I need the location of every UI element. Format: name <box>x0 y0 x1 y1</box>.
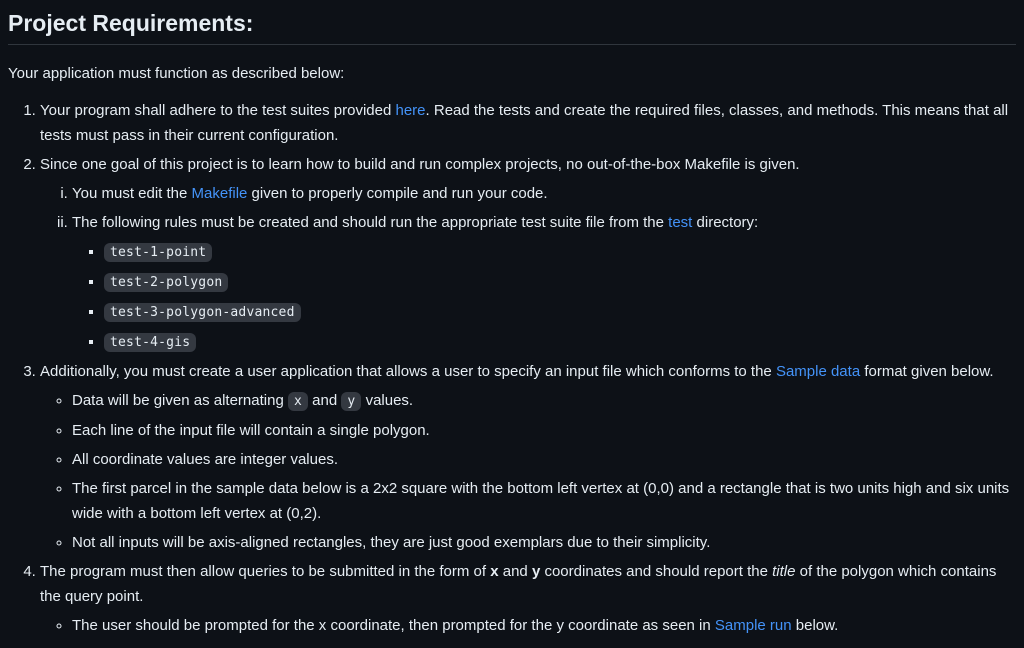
query-bullet <box>72 613 1016 638</box>
sample-data-link[interactable]: Sample data <box>775 363 861 380</box>
subitem-edit-makefile <box>72 181 1016 206</box>
sample-run-link[interactable]: Sample run <box>714 617 792 634</box>
requirement-item-3 <box>40 359 1016 555</box>
rules-list <box>72 239 1016 355</box>
rule-code: test-2-polygon <box>104 273 228 292</box>
requirement-1-text-pre: Your program shall adhere to the test suites provided <box>40 102 396 119</box>
requirement-4-text-pre: The program must then allow queries to be submitted in the form of <box>40 563 491 580</box>
requirement-4-text-post: of the polygon which contains the query point. <box>40 563 997 605</box>
bullet-1-pre: Data will be given as alternating <box>72 392 288 409</box>
format-bullet: ◦ Not all inputs will be axis-aligned rectangles, they are just good exemplars due to their simplicity. <box>72 530 1016 555</box>
format-bullet: ◦ All coordinate values are integer values. <box>72 447 1016 472</box>
subitem-1-pre: You must edit the <box>72 185 192 202</box>
requirement-4-mid: and <box>498 563 532 580</box>
here-link[interactable]: here <box>395 102 426 119</box>
query-bullet-post: below. <box>791 617 839 634</box>
rule-code: test-4-gis <box>104 333 196 352</box>
requirement-4-mid2: coordinates and should report the <box>540 563 773 580</box>
format-bullet: ◦ The first parcel in the sample data below is a 2x2 square with the bottom left vertex at (0,0) and a rectangle that is two units high and six units wide with a bottom left vertex at (0,2). <box>72 476 1016 526</box>
y-code: y <box>341 392 361 411</box>
subitem-rules <box>72 210 1016 355</box>
bullet-1-mid: and <box>308 392 342 409</box>
requirement-item-4 <box>40 559 1016 638</box>
format-bullet <box>72 388 1016 414</box>
y-strong: y <box>531 563 541 580</box>
rule-code: test-1-point <box>104 243 212 262</box>
rule-item <box>104 269 1016 295</box>
x-strong: x <box>490 563 499 580</box>
intro-paragraph: Your application must function as described below: <box>8 65 345 82</box>
requirement-item-2 <box>40 152 1016 355</box>
rule-item <box>104 329 1016 355</box>
requirement-1-text-post: . Read the tests and create the required files, classes, and methods. This means that all tests must pass in their current configuration. <box>40 102 1009 144</box>
requirement-item-1 <box>40 98 1016 148</box>
x-code: x <box>288 392 308 411</box>
input-format-list <box>40 388 1016 555</box>
makefile-link[interactable]: Makefile <box>191 185 248 202</box>
requirements-list <box>8 98 1016 638</box>
makefile-sublist <box>40 181 1016 355</box>
subitem-2-post: directory: <box>692 214 759 231</box>
bullet-1-post: values. <box>361 392 414 409</box>
query-bullet-pre: The user should be prompted for the x coordinate, then prompted for the y coordinate as seen in <box>72 617 715 634</box>
section-heading: Project Requirements: <box>8 0 1016 45</box>
query-list <box>40 613 1016 638</box>
requirement-2-text: Since one goal of this project is to learn how to build and run complex projects, no out-of-the-box Makefile is given. <box>40 156 800 173</box>
subitem-2-pre: The following rules must be created and should run the appropriate test suite file from the <box>72 214 669 231</box>
rule-item <box>104 239 1016 265</box>
rule-item <box>104 299 1016 325</box>
test-directory-link[interactable]: test <box>668 214 693 231</box>
subitem-1-post: given to properly compile and run your code. <box>247 185 548 202</box>
format-bullet: ◦ Each line of the input file will contain a single polygon. <box>72 418 1016 443</box>
rule-code: test-3-polygon-advanced <box>104 303 301 322</box>
title-emphasis: title <box>772 563 796 580</box>
requirement-3-text-post: format given below. <box>860 363 994 380</box>
requirement-3-text-pre: Additionally, you must create a user application that allows a user to specify an input file which conforms to the <box>40 363 776 380</box>
